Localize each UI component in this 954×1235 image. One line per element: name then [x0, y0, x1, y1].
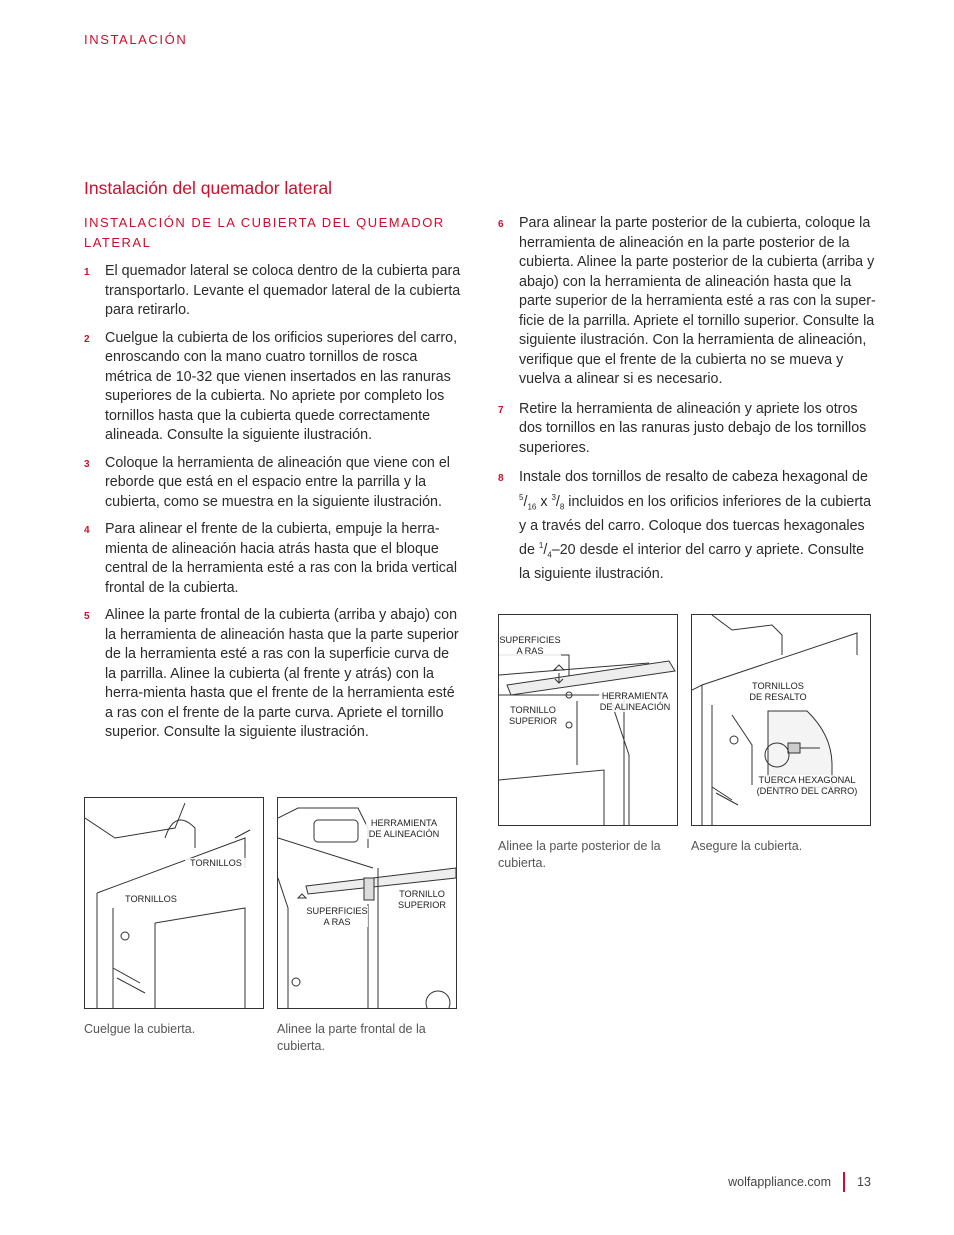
- step-number: 7: [498, 404, 504, 416]
- callout-alignment-tool: HERRAMIENTA DE ALINEACIÓN: [599, 691, 671, 712]
- step-text: El quemador lateral se coloca dentro de la cubierta para transportarlo. Levante el quemador lateral de la cubierta para retirarlo.: [105, 263, 461, 318]
- step-2: [84, 329, 464, 446]
- callout-shoulder-screws: TORNILLOS DE RESALTO: [749, 681, 807, 702]
- figure-secure: [691, 614, 871, 826]
- callout-top-screw: TORNILLO SUPERIOR: [505, 705, 561, 726]
- fraction-num: 1: [538, 541, 544, 551]
- step-number: 5: [84, 611, 90, 622]
- page-title: Instalación del quemador lateral: [84, 178, 333, 198]
- subheading: INSTALACIÓN DE LA CUBIERTA DEL QUEMADOR LATERAL: [84, 215, 445, 250]
- callout-top-screw: TORNILLO SUPERIOR: [394, 889, 450, 910]
- step-number: 1: [84, 267, 90, 278]
- fraction-den: 8: [559, 502, 565, 512]
- footer-divider: [843, 1172, 845, 1192]
- step-1: [84, 262, 464, 321]
- step-number: 8: [498, 473, 504, 484]
- step-number: 6: [498, 219, 504, 230]
- step-number: 2: [84, 333, 90, 345]
- callout-screws-left: TORNILLOS: [121, 894, 181, 905]
- callout-alignment-tool: HERRAMIENTA DE ALINEACIÓN: [366, 818, 442, 839]
- step-7: [498, 400, 878, 459]
- step-text: Para alinear el frente de la cubierta, empuje la herra-mienta de alineación hacia atrás hasta que el bloque central de la herramienta esté a ras con la brida vertical frontal de la cubierta.: [105, 521, 458, 596]
- step-text: Coloque la herramienta de alineación que viene con el reborde que está en el espacio entre la parrilla y la cubierta, como se muestra en la siguiente ilustración.: [105, 454, 450, 510]
- caption-secure: Asegure la cubierta.: [691, 839, 803, 853]
- step-text: Para alinear la parte posterior de la cubierta, coloque la herramienta de alineación en la parte posterior de la cubierta. Alinee la parte posterior de la cubierta (arriba y abajo) con la herramienta de alineación hasta que la parte superior de la herramienta esté a ras con la super-ficie de la parrilla. Apriete el tornillo superior. Consulte la siguiente ilustración. Con la herramienta de alineación, verifique que el frente de la cubierta no se mueva y vuelva a alinear si es necesario.: [519, 215, 876, 387]
- step-number: 3: [84, 458, 90, 470]
- step-8: [498, 468, 878, 585]
- step-number: 4: [84, 525, 90, 536]
- step8-line2: incluidos en los orificios inferiores de la cubierta y a través del carro. Coloque dos tuercas hexagonales de: [519, 493, 872, 558]
- figure-align-front: [277, 797, 457, 1009]
- step-text: Retire la herramienta de alineación y apriete los otros dos tornillos en las ranuras justo debajo de los tornillos superiores.: [519, 400, 867, 456]
- caption-align-front: Alinee la parte frontal de la cubierta.: [277, 1022, 426, 1053]
- steps-right: [498, 214, 878, 593]
- callout-flush-surfaces: SUPERFICIES A RAS: [306, 906, 368, 927]
- step-text: Instale dos tornillos de resalto de cabeza hexagonal de $^5/_{16}$ x $^3/_8$ incluidos en los orificios inferiores de la cubierta y a través del carro. Coloque dos tuercas hexagonales de $^1/_4-20$ desde el interior del carro y apriete. Consulte la siguiente ilustración.: [519, 469, 872, 583]
- footer-url[interactable]: wolfappliance.com: [728, 1175, 831, 1189]
- step-4: [84, 520, 464, 598]
- figure-align-back: [498, 614, 678, 826]
- step-text: Cuelgue la cubierta de los orificios superiores del carro, enroscando con la mano cuatro tornillos de rosca métrica de 10-32 que vienen insertados en las ranuras superiores de la cubierta. No apriete por completo los tornillos hasta que la cubierta quede correctamente alineada. Consulte la siguiente ilustración.: [105, 329, 458, 443]
- caption-align-back: Alinee la parte posterior de la cubierta.: [498, 839, 661, 870]
- step-5: [84, 606, 464, 743]
- fraction-num: 3: [551, 492, 556, 502]
- step-3: [84, 454, 464, 513]
- figure-hang: [84, 797, 264, 1009]
- callout-hex-nut: TUERCA HEXAGONAL (DENTRO DEL CARRO): [754, 775, 860, 796]
- fraction-den: 4: [547, 550, 552, 560]
- step8-line3: –20 desde el interior del carro y apriete. Consulte la siguiente ilustración.: [519, 541, 865, 583]
- times: x: [536, 493, 552, 510]
- step8-line1: Instale dos tornillos de resalto de cabeza hexagonal de: [519, 469, 868, 485]
- step-6: [498, 214, 878, 390]
- fraction-num: 5: [519, 492, 524, 502]
- fraction-den: 16: [527, 502, 537, 512]
- step-text: Alinee la parte frontal de la cubierta (arriba y abajo) con la herramienta de alineación hasta que la parte superior de la herramienta esté a ras con la superficie curva de la parrilla. Alinee la cubierta (al frente y atrás) con la herra-mienta hasta que el frente de la herramienta esté a ras con el frente de la parte curva. Apriete el tornillo superior. Consulte la siguiente ilustración.: [105, 607, 459, 740]
- callout-screws-top: TORNILLOS: [185, 858, 247, 869]
- section-label: INSTALACIÓN: [84, 32, 188, 47]
- callout-flush-surfaces: SUPERFICIES A RAS: [499, 635, 561, 656]
- page-number: 13: [857, 1175, 871, 1189]
- steps-left: [84, 262, 464, 751]
- caption-hang: Cuelgue la cubierta.: [84, 1022, 196, 1036]
